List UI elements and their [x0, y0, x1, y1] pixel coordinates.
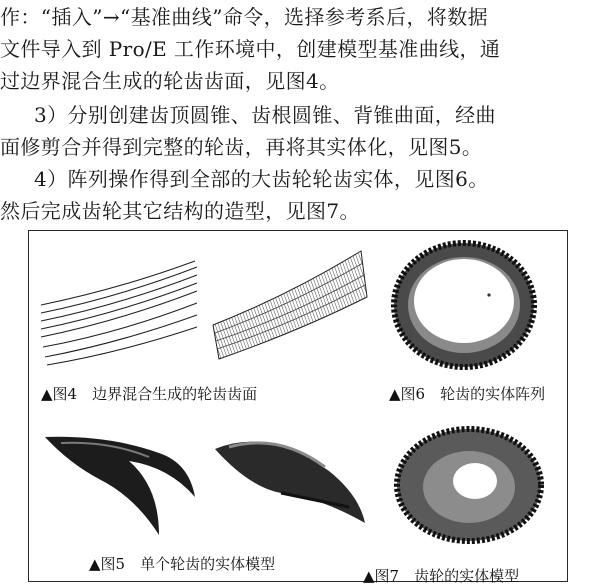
fig4-curves-illustration — [39, 259, 199, 369]
fig4-caption: ▲图4 边界混合生成的轮齿齿面 — [41, 385, 258, 403]
figure-panel — [28, 230, 568, 585]
fig4-surface-illustration — [209, 247, 369, 367]
body-line-5: 面修剪合并得到完整的轮齿，再将其实体化，见图5。 — [0, 135, 483, 159]
body-line-2: 文件导入到 Pro/E 工作环境中，创建模型基准曲线，通 — [0, 37, 501, 61]
fig7-gear-illustration — [389, 427, 549, 545]
body-line-3: 过边界混合生成的轮齿齿面，见图4。 — [0, 69, 340, 93]
body-line-1: 作：“插入”→“基准曲线”命令，选择参考系后，将数据 — [0, 5, 489, 29]
body-line-6: 4）阵列操作得到全部的大齿轮轮齿实体，见图6。 — [34, 167, 489, 191]
fig5-tooth-solid-left-illustration — [39, 427, 199, 539]
fig6-gear-ring-illustration — [389, 237, 539, 375]
fig5-caption: ▲图5 单个轮齿的实体模型 — [89, 555, 276, 573]
body-line-7: 然后完成齿轮其它结构的造型，见图7。 — [0, 199, 360, 223]
fig5-tooth-solid-right-illustration — [209, 427, 369, 539]
fig7-caption: ▲图7 齿轮的实体模型 — [363, 567, 520, 585]
body-line-4: 3）分别创建齿顶圆锥、齿根圆锥、背锥曲面，经曲 — [34, 103, 496, 127]
fig6-caption: ▲图6 轮齿的实体阵列 — [389, 385, 546, 403]
